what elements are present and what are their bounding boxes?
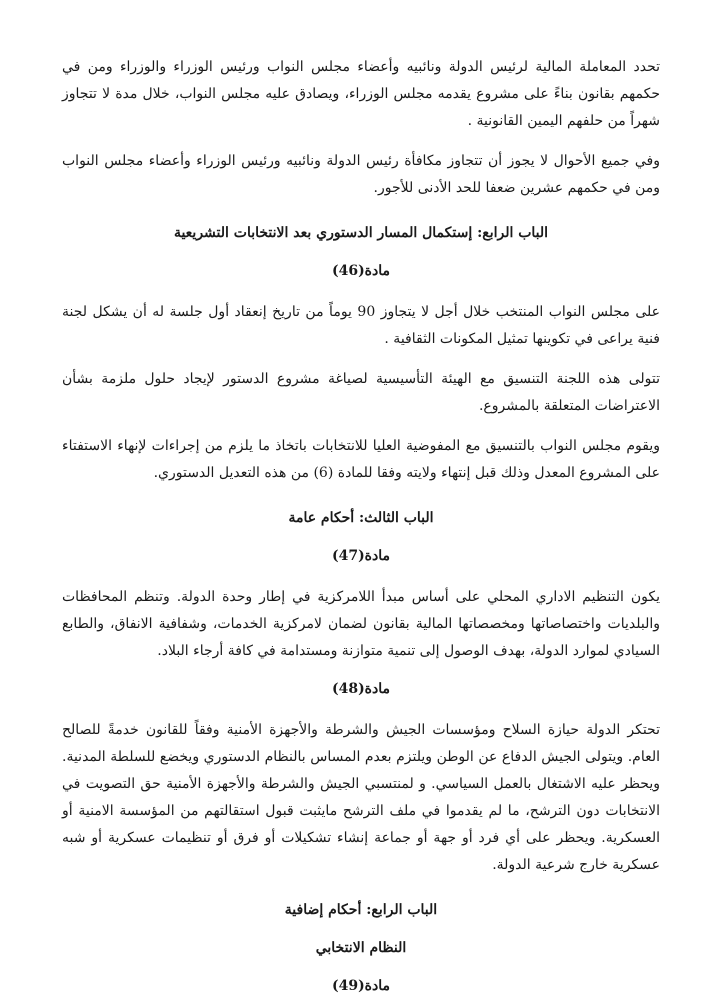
paragraph-remuneration-cap: وفي جميع الأحوال لا يجوز أن تتجاوز مكافأة رئيس الدولة ونائبيه ورئيس الوزراء وأعضاء مجلس النواب ومن في حكمهم عشرين ضعفا للحد الأدنى للأجور. (62, 153, 660, 196)
paragraph-referendum: ويقوم مجلس النواب بالتنسيق مع المفوضية العليا للانتخابات باتخاذ ما يلزم من إجراءات لإنهاء الاستفتاء على المشروع المعدل وذلك قبل إنتهاء ولايته وفقا للمادة (6) من هذه التعديل الدستوري. (62, 438, 660, 481)
paragraph-local-administration: يكون التنظيم الاداري المحلي على أساس مبدأ اللامركزية في إطار وحدة الدولة. وتنظم المحافظات والبلديات واختصاصاتها ومخصصاتها المالية بقانون لضمان لامركزية الخدمات، وشفافية الانفاق، والطابع السيادي لموارد الدولة، بهدف الوصول إلى تنمية متوازنة ومستدامة في كافة أرجاء البلاد. (62, 589, 660, 659)
paragraph-financial-treatment: تحدد المعاملة المالية لرئيس الدولة ونائبيه وأعضاء مجلس النواب ورئيس الوزراء والوزراء ومن في حكمهم بقانون بناءً على مشروع يقدمه مجلس الوزراء، ويصادق عليه مجلس النواب، خلال مدة لا تتجاوز شهراً من حلفهم اليمين القانونية . (62, 59, 660, 129)
article-heading-47: مادة(47) (331, 548, 391, 564)
paragraph-technical-committee: على مجلس النواب المنتخب خلال أجل لا يتجاوز 90 يوماً من تاريخ إنعقاد أول جلسة له أن يشكل لجنة فنية يراعى في تكوينها تمثيل المكونات الثقافية . (62, 304, 660, 347)
chapter-heading-general-provisions: الباب الثالث: أحكام عامة (288, 510, 434, 526)
article-heading-46: مادة(46) (331, 263, 391, 279)
paragraph-committee-coordination: تتولى هذه اللجنة التنسيق مع الهيئة التأسيسية لصياغة مشروع الدستور لإيجاد حلول ملزمة بشأن الاعتراضات المتعلقة بالمشروع. (62, 371, 660, 414)
subheading-electoral-system: النظام الانتخابي (315, 940, 407, 956)
document-page (62, 54, 660, 1000)
chapter-heading-constitutional-path: الباب الرابع: إستكمال المسار الدستوري بعد الانتخابات التشريعية (173, 225, 549, 241)
chapter-heading-additional-provisions: الباب الرابع: أحكام إضافية (284, 902, 438, 918)
article-heading-49: مادة(49) (331, 978, 391, 994)
article-heading-48: مادة(48) (331, 681, 391, 697)
paragraph-arms-monopoly: تحتكر الدولة حيازة السلاح ومؤسسات الجيش والشرطة والأجهزة الأمنية وفقاً للقانون خدمةً للصالح العام. ويتولى الجيش الدفاع عن الوطن ويلتزم بعدم المساس بالنظام الدستوري ويخضع للسلطة المدنية. ويحظر عليه الاشتغال بالعمل السياسي. و لمنتسبي الجيش والشرطة والأجهزة الأمنية حق التصويت في الانتخابات دون الترشح، ما لم يقدموا في ملف الترشح مايثبت قبول استقالتهم من المؤسسة الامنية أو العسكرية. ويحظر على أي فرد أو جهة أو جماعة إنشاء تشكيلات أو فرق أو تنظيمات عسكرية أو شبه عسكرية خارج شرعية الدولة. (62, 722, 660, 873)
